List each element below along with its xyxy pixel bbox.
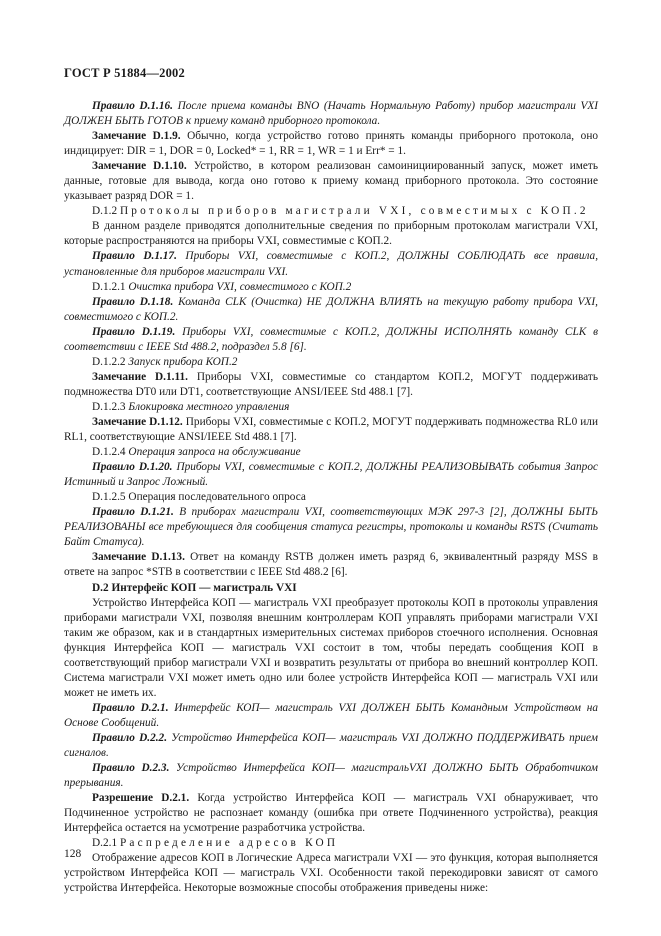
subsection-number: D.1.2.1 [92, 280, 126, 293]
rule-text: Команда CLK (Очистка) НЕ ДОЛЖНА ВЛИЯТЬ на текущую работу прибора VXI, совместимого с КОП.2. [64, 295, 599, 323]
subsection-heading [64, 445, 598, 460]
note-label: Замечание D.1.13. [92, 551, 185, 564]
subsection-number: D.1.2.5 [92, 491, 126, 504]
note-label: Замечание D.1.9. [92, 130, 181, 143]
subsection-title: Протоколы приборов магистрали VXI, совместимых с КОП.2 [119, 205, 589, 218]
page-number: 128 [64, 848, 82, 860]
subsection-number: D.1.2.3 [92, 400, 126, 413]
rule-text: Приборы VXI, совместимые с КОП.2, ДОЛЖНЫ ИСПОЛНЯТЬ команду CLK в соответствии с IEEE Std 488.2, подраздел 5.8 [6]. [64, 325, 598, 353]
note-paragraph [64, 415, 598, 445]
rule-paragraph [64, 460, 598, 490]
subsection-number: D.1.2 [92, 205, 118, 218]
subsection-heading [64, 400, 598, 415]
rule-text: Устройство Интерфейса КОП— магистральVXI ДОЛЖНО БЫТЬ Обработчиком прерывания. [64, 762, 598, 790]
subsection-heading [64, 204, 598, 219]
rule-text: После приема команды BNO (Начать Нормальную Работу) прибор магистрали VXI ДОЛЖЕН БЫТЬ ГОТОВ к приему команд приборного протокола. [64, 100, 599, 128]
note-label: Разрешение D.2.1. [92, 792, 190, 805]
rule-label: Правило D.1.18. [92, 295, 174, 308]
rule-label: Правило D.2.3. [92, 762, 170, 775]
rule-text: Устройство Интерфейса КОП— магистраль VXI ДОЛЖНО ПОДДЕРЖИВАТЬ прием сигналов. [64, 731, 598, 760]
body-paragraph: В данном разделе приводятся дополнительные сведения по приборным протоколам магистрали VXI, которые распространяются на приборы VXI, совместимые с КОП.2. [64, 220, 598, 248]
subsection-number: D.2.1 [92, 837, 118, 850]
note-paragraph [64, 791, 598, 836]
subsection-title: Операция последовательного опроса [128, 491, 306, 504]
rule-label: Правило D.2.1. [92, 701, 169, 714]
rule-label: Правило D.1.16. [92, 100, 173, 112]
note-paragraph [64, 129, 598, 159]
rule-label: Правило D.1.20. [92, 461, 173, 474]
note-text: Обычно, когда устройство готово принять команды приборного протокола, оно индицирует: DIR = 1, DOR = 0, Locked* = 1, RR = 1, WR = 1 и Err* = 1. [64, 130, 599, 158]
rule-label: Правило D.2.2. [92, 731, 168, 744]
rule-text: Приборы VXI, совместимые с КОП.2, ДОЛЖНЫ СОБЛЮДАТЬ все правила, установленные для приборов магистрали VXI. [64, 250, 599, 278]
subsection-heading [64, 836, 598, 851]
document-header: ГОСТ Р 51884—2002 [64, 66, 185, 80]
body-paragraph: Устройство Интерфейса КОП — магистраль VXI преобразует протоколы КОП в протоколы управления приборами магистрали VXI, позволяя внешним контроллерам КОП управлять приборами магистрали VXI таким же образом, как и в стандартных измерительных системах приборов стоечного исполнения. Основная функция Интерфейса КОП — магистраль VXI состоит в том, чтобы передать сообщения КОП в соответствующий прибор магистрали VXI и возвратить результаты от прибора во внешний контроллер КОП. Система магистрали VXI может иметь одно или более устройств Интерфейса КОП — магистраль VXI или может не иметь их. [64, 596, 598, 699]
rule-text: Интерфейс КОП— магистраль VXI ДОЛЖЕН БЫТЬ Командным Устройством на Основе Сообщений. [64, 701, 598, 729]
note-paragraph [64, 550, 598, 580]
note-label: Замечание D.1.10. [92, 160, 187, 173]
note-text: Приборы VXI, совместимые с КОП.2, МОГУТ поддерживать подмножества RL0 или RL1, соответствующие ANSI/IEEE Std 488.1 [7]. [64, 415, 598, 444]
rule-paragraph [64, 325, 598, 355]
subsection-title: Блокировка местного управления [128, 400, 290, 413]
subsection-title: Очистка прибора VXI, совместимого с КОП.2 [128, 280, 352, 293]
rule-paragraph [64, 505, 598, 550]
rule-paragraph [64, 99, 598, 129]
subsection-title: Операция запроса на обслуживание [128, 446, 301, 459]
note-label: Замечание D.1.12. [92, 415, 183, 428]
body-paragraph: Отображение адресов КОП в Логические Адреса магистрали VXI — это функция, которая выполняется устройством Интерфейса КОП — магистраль VXI. Особенности такой перекодировки зависят от самого устройства Интерфейса. Некоторые возможные способы отображения приведены ниже: [64, 852, 598, 895]
subsection-heading [64, 490, 598, 505]
section-heading: D.2 Интерфейс КОП — магистраль VXI [92, 581, 297, 594]
subsection-number: D.1.2.2 [92, 355, 126, 368]
note-paragraph [64, 370, 598, 400]
rule-paragraph [64, 731, 598, 761]
rule-paragraph [64, 701, 598, 731]
rule-label: Правило D.1.19. [92, 325, 176, 338]
note-text: Устройство, в котором реализован самоинициированный запуск, может иметь данные, готовые для вывода, когда оно готово к приему команд приборного протокола. Это состояние указывает разряд DOR = 1. [64, 160, 598, 203]
rule-text: В приборах магистрали VXI, соответствующих МЭК 297-3 [2], ДОЛЖНЫ БЫТЬ РЕАЛИЗОВАНЫ все требующиеся для сообщения статуса регистры, протоколы и команды RSTS (Считать Байт Статуса). [64, 506, 598, 549]
note-paragraph [64, 159, 598, 204]
rule-paragraph [64, 295, 598, 325]
rule-label: Правило D.1.17. [92, 250, 177, 263]
rule-paragraph [64, 249, 598, 279]
subsection-title: Запуск прибора КОП.2 [128, 355, 238, 368]
note-label: Замечание D.1.11. [92, 370, 188, 383]
subsection-heading [64, 355, 598, 370]
page-content [64, 99, 598, 896]
note-text: Приборы VXI, совместимые со стандартом КОП.2, МОГУТ поддерживать подмножества DT0 или DT1, соответствующие ANSI/IEEE Std 488.1 [7]. [64, 370, 598, 398]
note-text: Ответ на команду RSTB должен иметь разряд 6, эквивалентный разряду MSS в ответе на запрос *STB в соответствии с IEEE Std 488.2 [6]. [64, 551, 598, 579]
subsection-title: Распределение адресов КОП [119, 837, 339, 850]
subsection-number: D.1.2.4 [92, 446, 126, 459]
rule-label: Правило D.1.21. [92, 506, 174, 519]
rule-text: Приборы VXI, совместимые с КОП.2, ДОЛЖНЫ РЕАЛИЗОВЫВАТЬ события Запрос Истинный и Запрос Ложный. [64, 461, 598, 489]
rule-paragraph [64, 761, 598, 791]
subsection-heading [64, 280, 598, 295]
note-text: Когда устройство Интерфейса КОП — магистраль VXI обнаруживает, что Подчиненное устройство не распознает команду (ошибка при ответе Подчиненного устройства), реакция Интерфейса остается на усмотрение разработчика устройства. [64, 792, 598, 835]
